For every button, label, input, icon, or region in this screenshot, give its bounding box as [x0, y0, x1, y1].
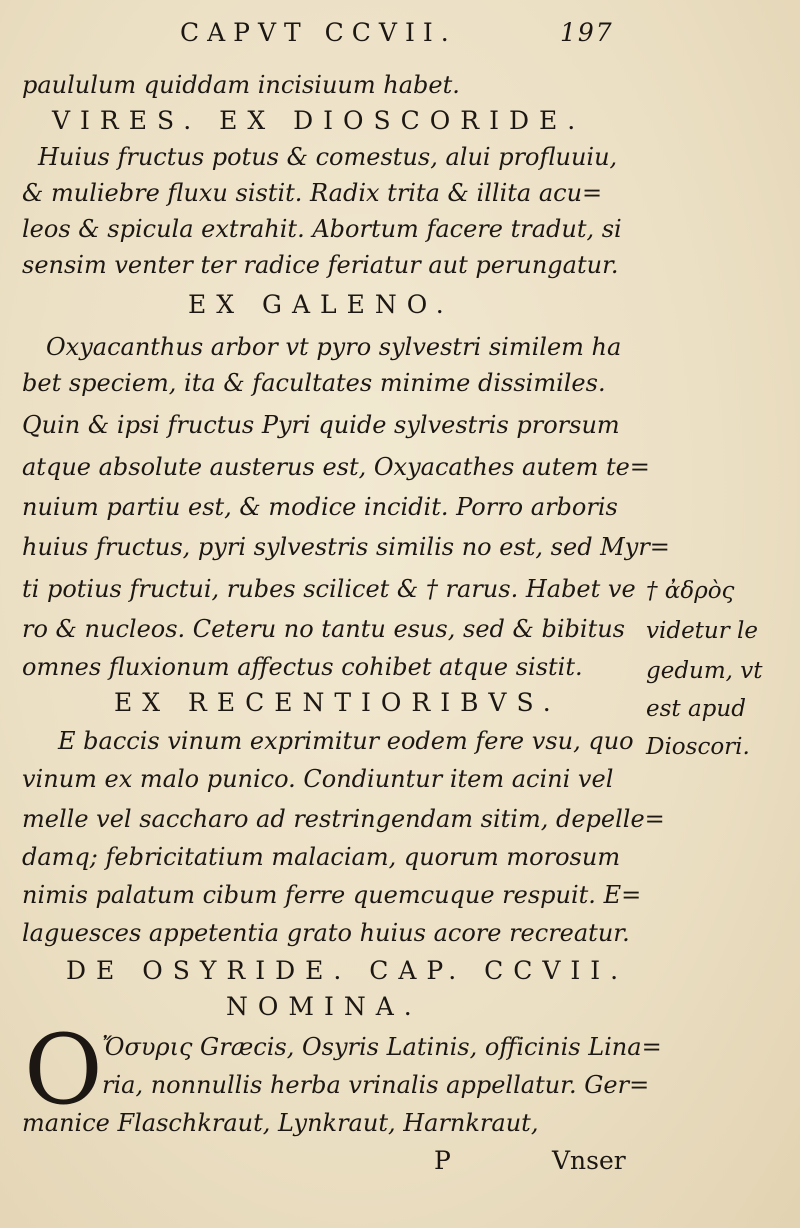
running-header: CAPVT CCVII.	[180, 18, 457, 47]
section-heading: VIRES. EX DIOSCORIDE.	[52, 106, 586, 135]
section-heading: EX RECENTIORIBVS.	[114, 688, 561, 717]
text-line: Quin & ipsi fructus Pyri quide sylvestris prorsum	[22, 411, 620, 439]
catchword: Vnser	[552, 1146, 626, 1175]
text-line: sensim venter ter radice feriatur aut perungatur.	[22, 251, 619, 279]
margin-note-line: est apud	[646, 696, 746, 722]
section-heading: EX GALENO.	[188, 290, 454, 319]
drop-cap: O	[24, 1014, 103, 1126]
text-line: atque absolute austerus est, Oxyacathes autem te=	[22, 453, 650, 481]
text-line: leos & spicula extrahit. Abortum facere tradut, si	[22, 215, 622, 243]
text-line: Ὄσυρις Græcis, Osyris Latinis, officinis Lina=	[102, 1033, 662, 1061]
text-line: paululum quiddam incisiuum habet.	[22, 71, 460, 99]
text-line: manice Flaschkraut, Lynkraut, Harnkraut,	[22, 1109, 539, 1137]
text-line: melle vel saccharo ad restringendam sitim, depelle=	[22, 805, 665, 833]
section-heading: NOMINA.	[226, 992, 422, 1021]
text-line: nuium partiu est, & modice incidit. Porro arboris	[22, 493, 618, 521]
margin-note-line: † ἀδρὸς	[646, 578, 735, 604]
text-line: Oxyacanthus arbor vt pyro sylvestri similem ha	[46, 333, 622, 361]
text-line: omnes fluxionum affectus cohibet atque sistit.	[22, 653, 583, 681]
text-line: huius fructus, pyri sylvestris similis no est, sed Myr=	[22, 533, 670, 561]
signature-mark: P	[434, 1146, 451, 1175]
text-line: vinum ex malo punico. Condiuntur item acini vel	[22, 765, 614, 793]
text-line: laguesces appetentia grato huius acore recreatur.	[22, 919, 630, 947]
page-number: 197	[560, 18, 614, 47]
margin-note-line: Dioscori.	[646, 734, 750, 760]
text-line: E baccis vinum exprimitur eodem fere vsu, quo	[58, 727, 634, 755]
text-line: ti potius fructui, rubes scilicet & † rarus. Habet ve	[22, 575, 636, 603]
text-line: Huius fructus potus & comestus, alui profluuiu,	[38, 143, 618, 171]
text-line: nimis palatum cibum ferre quemcuque respuit. E=	[22, 881, 642, 909]
text-line: ria, nonnullis herba vrinalis appellatur. Ger=	[102, 1071, 650, 1099]
text-line: damq; febricitatium malaciam, quorum morosum	[22, 843, 621, 871]
margin-note-line: gedum, vt	[646, 658, 763, 684]
text-line: & muliebre fluxu sistit. Radix trita & illita acu=	[22, 179, 603, 207]
margin-note-line: videtur le	[646, 618, 759, 644]
text-line: ro & nucleos. Ceteru no tantu esus, sed & bibitus	[22, 615, 625, 643]
chapter-heading: DE OSYRIDE. CAP. CCVII.	[66, 956, 629, 985]
text-line: bet speciem, ita & facultates minime dissimiles.	[22, 369, 606, 397]
